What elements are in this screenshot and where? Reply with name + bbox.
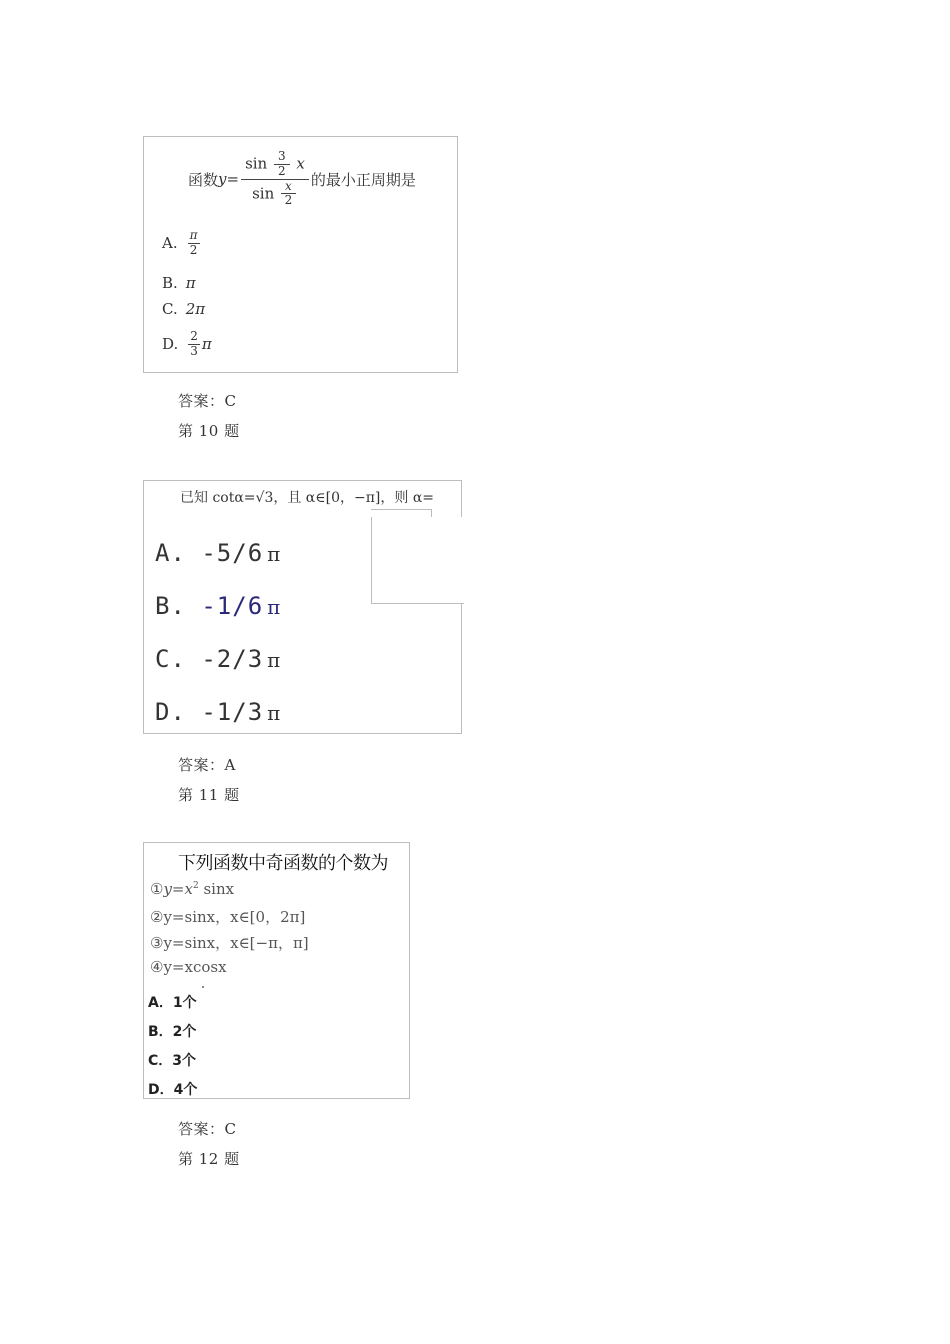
- option-a: A. -5/6 π: [155, 539, 282, 567]
- option-b: B．2个: [148, 1024, 197, 1040]
- question-stem: 下列函数中奇函数的个数为: [178, 853, 388, 874]
- function-item-3: ③y=sinx，x∈[−π，π]: [150, 934, 309, 952]
- numerator-frac-bottom: 2: [278, 163, 286, 178]
- image-crop-overlay: [371, 517, 464, 604]
- option-b: B. π: [162, 274, 196, 292]
- option-a: A．1个: [148, 995, 197, 1011]
- question-number: 第 10 题: [178, 422, 240, 440]
- option-d: D．4个: [148, 1082, 198, 1098]
- option-a: A. $\frac{\pi}{2}$: [162, 228, 198, 257]
- stem-y: y=: [218, 170, 240, 188]
- option-c: C. 2π: [162, 300, 206, 318]
- option-c: C. -2/3 π: [155, 645, 282, 673]
- question-image-1: [143, 136, 458, 373]
- answer-text: 答案：C: [178, 1120, 237, 1138]
- question-stem: 已知 cotα=√3，且 α∈[0，−π]，则 α=: [180, 490, 435, 506]
- question-stem: [188, 143, 416, 215]
- numerator-var: x: [296, 154, 305, 173]
- stem-prefix: 函数: [188, 170, 219, 189]
- question-number: 第 11 题: [178, 786, 240, 804]
- denominator-frac-bottom: 2: [284, 193, 293, 208]
- denominator-sin: sin: [252, 183, 275, 202]
- question-image-2: [143, 480, 462, 734]
- numerator-frac-top: 3: [274, 150, 290, 165]
- stem-suffix: 的最小正周期是: [310, 170, 416, 189]
- function-item-2: ②y=sinx，x∈[0，2π]: [150, 908, 306, 926]
- answer-text: 答案：A: [178, 756, 236, 774]
- stray-dot: [202, 986, 204, 988]
- question-image-3: [143, 842, 410, 1099]
- function-item-4: ④y=xcosx: [150, 958, 227, 976]
- option-d: D. $\frac{2}{3}$ π: [162, 329, 212, 358]
- answer-text: 答案：C: [178, 392, 237, 410]
- option-b: B. -1/6 π: [155, 592, 282, 620]
- function-fraction: [241, 150, 309, 208]
- numerator-sin: sin: [245, 154, 268, 173]
- function-item-1: $①y=x^2$ sinx: [150, 880, 235, 898]
- denominator-frac-top: x: [281, 180, 296, 195]
- option-c: C．3个: [148, 1053, 197, 1069]
- option-d: D. -1/3 π: [155, 698, 282, 726]
- question-number: 第 12 题: [178, 1150, 240, 1168]
